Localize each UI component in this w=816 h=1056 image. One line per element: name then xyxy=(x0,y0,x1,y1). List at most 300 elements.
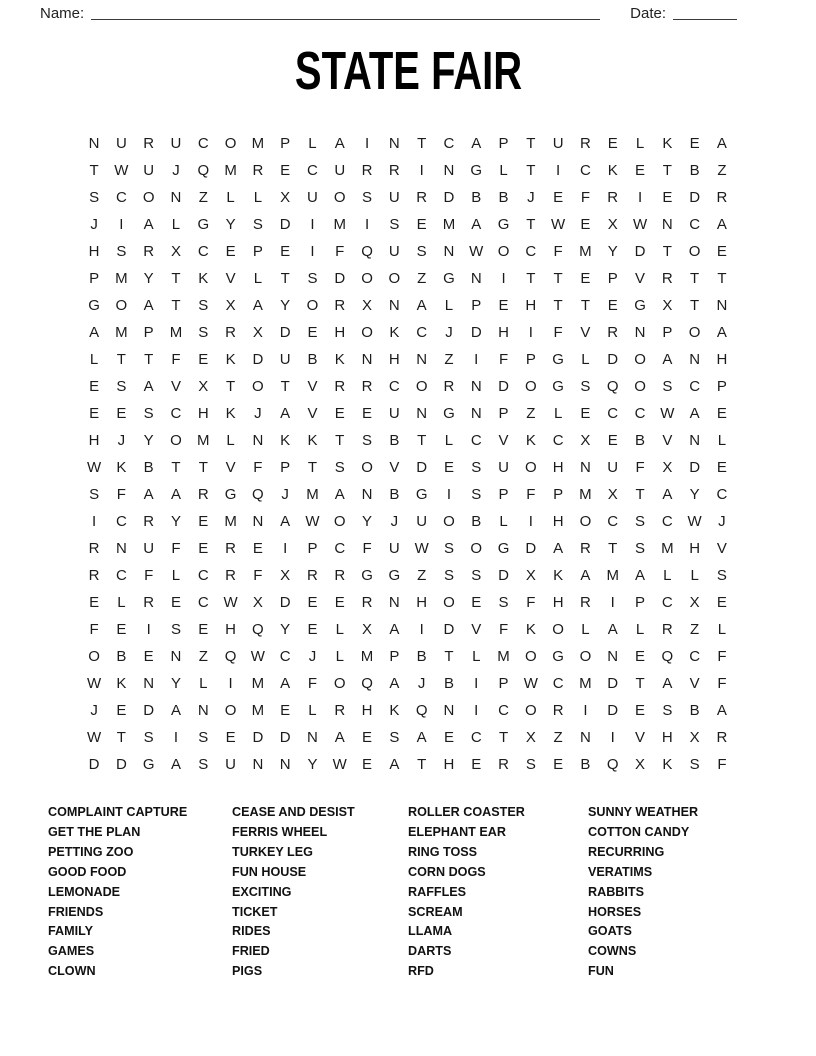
grid-letter: M xyxy=(251,135,265,152)
grid-letter: R xyxy=(88,567,100,584)
grid-letter: P xyxy=(498,135,509,152)
word-list-item: LLAMA xyxy=(408,924,453,939)
grid-letter: V xyxy=(580,324,591,341)
grid-letter: T xyxy=(144,351,154,368)
grid-letter: G xyxy=(634,297,646,314)
grid-letter: Y xyxy=(225,216,236,233)
grid-letter: N xyxy=(416,405,428,422)
grid-letter: S xyxy=(471,567,482,584)
grid-letter: W xyxy=(305,513,320,530)
grid-letter: D xyxy=(607,702,619,719)
grid-letter: Y xyxy=(362,513,373,530)
grid-letter: W xyxy=(523,675,538,692)
grid-letter: S xyxy=(143,729,154,746)
grid-letter: G xyxy=(443,405,455,422)
grid-letter: H xyxy=(552,513,564,530)
grid-letter: P xyxy=(143,324,154,341)
grid-letter: R xyxy=(716,729,728,746)
grid-letter: S xyxy=(198,756,209,773)
grid-letter: F xyxy=(717,648,727,665)
grid-letter: X xyxy=(252,594,263,611)
grid-letter: S xyxy=(198,297,209,314)
grid-letter: A xyxy=(389,621,400,638)
grid-letter: J xyxy=(308,648,317,665)
grid-letter: I xyxy=(583,702,588,719)
page-title: STATE FAIR xyxy=(294,41,522,101)
grid-letter: X xyxy=(280,567,291,584)
grid-letter: J xyxy=(90,702,98,719)
grid-letter: X xyxy=(689,594,700,611)
word-list-column xyxy=(588,803,768,982)
grid-letter: R xyxy=(334,702,346,719)
grid-letter: L xyxy=(444,297,454,314)
grid-letter: Z xyxy=(198,189,208,206)
grid-letter: I xyxy=(364,216,370,233)
grid-letter: N xyxy=(416,351,428,368)
grid-letter: L xyxy=(117,594,126,611)
word-list-item: VERATIMS xyxy=(588,864,653,879)
grid-letter: D xyxy=(334,270,346,287)
grid-letter: D xyxy=(498,378,509,395)
grid-letter: K xyxy=(334,351,345,368)
grid-letter: S xyxy=(362,189,373,206)
grid-letter: Q xyxy=(361,675,373,692)
grid-letter: R xyxy=(143,513,155,530)
grid-letter: U xyxy=(170,135,182,152)
word-list-item: RFD xyxy=(408,964,434,979)
grid-letter: R xyxy=(443,378,455,395)
grid-letter: E xyxy=(198,513,209,530)
grid-letter: S xyxy=(252,216,263,233)
grid-letter: L xyxy=(472,648,481,665)
grid-letter: F xyxy=(253,459,263,476)
grid-letter: Z xyxy=(417,270,427,287)
grid-letter: E xyxy=(89,405,100,422)
grid-letter: H xyxy=(388,351,400,368)
grid-letter: D xyxy=(279,216,291,233)
grid-letter: S xyxy=(170,621,181,638)
grid-letter: G xyxy=(224,486,237,503)
grid-letter: O xyxy=(88,648,100,665)
grid-letter: E xyxy=(362,756,373,773)
word-list-item: ROLLER COASTER xyxy=(408,805,525,819)
grid-letter: O xyxy=(688,243,701,260)
grid-letter: T xyxy=(526,270,536,287)
grid-letter: N xyxy=(443,702,455,719)
grid-letter: V xyxy=(635,729,646,746)
grid-letter: E xyxy=(716,594,727,611)
grid-letter: E xyxy=(198,621,209,638)
grid-letter: E xyxy=(116,621,127,638)
grid-letter: M xyxy=(579,486,592,503)
grid-letter: B xyxy=(471,189,482,206)
grid-letter: P xyxy=(280,459,291,476)
grid-letter: C xyxy=(525,243,537,260)
grid-letter: W xyxy=(414,540,429,557)
grid-letter: S xyxy=(580,378,591,395)
grid-letter: N xyxy=(580,729,591,746)
grid-letter: P xyxy=(498,675,509,692)
grid-letter: O xyxy=(579,648,592,665)
grid-letter: L xyxy=(335,648,344,665)
grid-letter: X xyxy=(689,729,700,746)
word-list-column xyxy=(408,803,588,982)
grid-letter: F xyxy=(553,324,563,341)
grid-letter: O xyxy=(634,351,646,368)
grid-letter: T xyxy=(690,270,700,287)
grid-letter: A xyxy=(143,486,154,503)
grid-letter: J xyxy=(281,486,289,503)
grid-letter: R xyxy=(716,189,728,206)
grid-letter: U xyxy=(607,459,619,476)
grid-letter: O xyxy=(306,297,319,314)
grid-letter: T xyxy=(116,729,126,746)
grid-letter: C xyxy=(279,648,291,665)
grid-letter: V xyxy=(498,432,509,449)
grid-letter: T xyxy=(307,459,318,476)
grid-letter: O xyxy=(415,378,428,395)
grid-letter: C xyxy=(689,378,701,395)
grid-letter: E xyxy=(362,405,373,422)
grid-letter: M xyxy=(606,567,619,584)
grid-letter: M xyxy=(251,702,265,719)
grid-letter: A xyxy=(580,567,591,584)
grid-letter: O xyxy=(552,621,564,638)
grid-letter: N xyxy=(470,378,482,395)
grid-letter: B xyxy=(389,486,400,503)
grid-letter: O xyxy=(361,270,373,287)
grid-letter: O xyxy=(443,513,455,530)
grid-letter: E xyxy=(362,729,373,746)
grid-letter: U xyxy=(498,459,509,476)
grid-letter: T xyxy=(498,729,509,746)
grid-letter: R xyxy=(361,162,373,179)
grid-letter: A xyxy=(334,135,345,152)
grid-letter: O xyxy=(170,432,182,449)
grid-letter: H xyxy=(661,729,673,746)
grid-letter: V xyxy=(225,459,236,476)
grid-letter: C xyxy=(197,243,209,260)
grid-letter: N xyxy=(361,486,373,503)
grid-letter: A xyxy=(607,621,618,638)
grid-letter: S xyxy=(362,432,373,449)
grid-letter: N xyxy=(470,270,482,287)
grid-letter: E xyxy=(580,270,591,287)
grid-letter: R xyxy=(580,540,591,557)
grid-letter: X xyxy=(635,756,646,773)
grid-letter: D xyxy=(252,351,264,368)
grid-letter: N xyxy=(607,648,619,665)
grid-letter: U xyxy=(388,540,400,557)
grid-letter: C xyxy=(689,216,701,233)
grid-letter: O xyxy=(361,324,373,341)
grid-letter: D xyxy=(689,459,701,476)
grid-letter: T xyxy=(280,378,290,395)
grid-letter: D xyxy=(443,189,455,206)
grid-letter: I xyxy=(310,216,315,233)
grid-letter: E xyxy=(471,756,482,773)
grid-letter: A xyxy=(416,729,427,746)
grid-letter: Q xyxy=(661,648,674,665)
grid-letter: U xyxy=(307,189,318,206)
grid-letter: G xyxy=(142,756,155,773)
grid-letter: N xyxy=(388,297,400,314)
grid-letter: T xyxy=(444,648,454,665)
grid-letter: Q xyxy=(252,486,264,503)
grid-letter: M xyxy=(251,675,265,692)
grid-letter: A xyxy=(252,297,263,314)
grid-letter: B xyxy=(116,648,127,665)
grid-letter: I xyxy=(610,729,615,746)
grid-letter: O xyxy=(333,675,346,692)
grid-letter: I xyxy=(364,135,370,152)
grid-letter: E xyxy=(89,594,100,611)
grid-letter: D xyxy=(498,567,509,584)
grid-letter: K xyxy=(307,432,318,449)
grid-letter: A xyxy=(334,486,345,503)
grid-letter: L xyxy=(499,162,508,179)
grid-letter: F xyxy=(553,243,563,260)
word-list-item: EXCITING xyxy=(232,884,292,899)
grid-letter: U xyxy=(388,405,400,422)
grid-letter: W xyxy=(250,648,265,665)
grid-letter: U xyxy=(225,756,236,773)
grid-letter: K xyxy=(662,756,673,773)
grid-letter: P xyxy=(525,351,536,368)
grid-letter: O xyxy=(497,243,510,260)
grid-letter: A xyxy=(280,513,291,530)
word-list-item: TICKET xyxy=(232,904,278,919)
word-list-item: CORN DOGS xyxy=(408,864,486,879)
grid-letter: W xyxy=(660,405,675,422)
grid-letter: J xyxy=(172,162,180,179)
grid-letter: L xyxy=(717,621,727,638)
grid-letter: S xyxy=(307,270,318,287)
grid-letter: H xyxy=(716,351,728,368)
grid-letter: U xyxy=(115,135,127,152)
grid-letter: F xyxy=(526,594,536,611)
grid-letter: M xyxy=(579,243,592,260)
grid-letter: T xyxy=(635,486,645,503)
grid-letter: H xyxy=(361,702,373,719)
name-label: Name: xyxy=(40,5,85,22)
word-list-item: RIDES xyxy=(232,924,271,939)
grid-letter: J xyxy=(390,513,399,530)
grid-letter: O xyxy=(224,702,237,719)
grid-letter: S xyxy=(198,324,209,341)
grid-letter: E xyxy=(198,351,209,368)
word-list-item: LEMONADE xyxy=(48,884,121,899)
grid-letter: H xyxy=(689,540,701,557)
grid-letter: R xyxy=(361,378,373,395)
grid-letter: P xyxy=(553,486,564,503)
grid-letter: Q xyxy=(224,648,237,665)
grid-letter: G xyxy=(197,216,210,233)
grid-letter: T xyxy=(417,135,427,152)
grid-letter: L xyxy=(226,432,235,449)
grid-letter: H xyxy=(498,324,509,341)
header xyxy=(0,0,816,24)
grid-letter: P xyxy=(307,540,318,557)
grid-letter: E xyxy=(607,432,618,449)
grid-letter: R xyxy=(143,243,155,260)
grid-letter: B xyxy=(471,513,482,530)
grid-letter: K xyxy=(553,567,564,584)
grid-letter: K xyxy=(116,459,127,476)
grid-letter: D xyxy=(279,324,291,341)
grid-letter: G xyxy=(552,351,564,368)
grid-letter: L xyxy=(444,432,454,449)
grid-letter: D xyxy=(470,324,482,341)
grid-letter: V xyxy=(635,270,646,287)
grid-letter: A xyxy=(389,756,400,773)
grid-letter: O xyxy=(333,189,346,206)
grid-letter: Y xyxy=(143,270,154,287)
grid-letter: T xyxy=(662,243,672,260)
grid-letter: M xyxy=(333,216,346,233)
grid-letter: E xyxy=(280,162,291,179)
grid-letter: A xyxy=(471,135,482,152)
grid-letter: E xyxy=(225,243,236,260)
grid-letter: N xyxy=(252,432,264,449)
grid-letter: N xyxy=(252,513,264,530)
grid-letter: T xyxy=(662,162,672,179)
grid-letter: A xyxy=(143,378,154,395)
grid-letter: W xyxy=(687,513,702,530)
grid-letter: A xyxy=(689,405,700,422)
grid-letter: S xyxy=(143,405,154,422)
grid-letter: U xyxy=(388,243,400,260)
grid-letter: C xyxy=(580,162,591,179)
grid-letter: W xyxy=(87,459,102,476)
grid-letter: Z xyxy=(444,351,454,368)
grid-letter: A xyxy=(416,297,427,314)
grid-letter: L xyxy=(89,351,99,368)
grid-letter: O xyxy=(361,459,373,476)
grid-letter: A xyxy=(716,702,727,719)
grid-letter: K xyxy=(525,432,536,449)
grid-letter: E xyxy=(252,540,263,557)
grid-letter: T xyxy=(717,270,727,287)
grid-letter: X xyxy=(198,378,209,395)
grid-letter: N xyxy=(716,297,728,314)
grid-letter: D xyxy=(525,540,537,557)
grid-letter: L xyxy=(663,567,672,584)
grid-letter: S xyxy=(662,378,673,395)
grid-letter: I xyxy=(419,621,424,638)
grid-letter: B xyxy=(635,432,646,449)
grid-letter: F xyxy=(362,540,372,557)
grid-letter: X xyxy=(580,432,591,449)
grid-letter: R xyxy=(580,135,591,152)
grid-letter: P xyxy=(471,297,482,314)
grid-letter: C xyxy=(197,567,209,584)
grid-letter: C xyxy=(689,648,701,665)
word-list-item: FUN xyxy=(588,964,614,979)
grid-letter: C xyxy=(170,405,182,422)
grid-letter: A xyxy=(280,675,291,692)
grid-letter: A xyxy=(635,567,646,584)
grid-letter: C xyxy=(716,486,728,503)
grid-letter: U xyxy=(552,135,564,152)
grid-letter: Y xyxy=(689,486,700,503)
grid-letter: F xyxy=(171,540,181,557)
grid-letter: D xyxy=(115,756,127,773)
grid-letter: J xyxy=(417,675,426,692)
grid-letter: N xyxy=(361,351,373,368)
grid-letter: S xyxy=(416,243,427,260)
grid-letter: H xyxy=(88,243,100,260)
grid-letter: E xyxy=(689,135,700,152)
grid-letter: I xyxy=(501,270,506,287)
grid-letter: K xyxy=(389,324,400,341)
grid-letter: E xyxy=(662,189,673,206)
grid-letter: N xyxy=(443,162,455,179)
grid-letter: R xyxy=(416,189,428,206)
grid-letter: C xyxy=(552,432,564,449)
grid-letter: C xyxy=(661,513,673,530)
grid-letter: W xyxy=(632,216,648,233)
grid-letter: K xyxy=(225,405,236,422)
grid-letter: K xyxy=(198,270,209,287)
grid-letter: U xyxy=(416,513,428,530)
grid-letter: L xyxy=(581,351,590,368)
grid-letter: X xyxy=(607,486,618,503)
grid-letter: E xyxy=(443,459,454,476)
grid-letter: D xyxy=(252,729,264,746)
grid-letter: M xyxy=(360,648,374,665)
grid-letter: M xyxy=(661,540,674,557)
grid-letter: N xyxy=(388,135,400,152)
grid-letter: R xyxy=(552,702,564,719)
word-list-item: SUNNY WEATHER xyxy=(588,805,699,819)
grid-letter: E xyxy=(635,648,646,665)
grid-letter: H xyxy=(552,459,564,476)
grid-letter: Z xyxy=(526,405,536,422)
grid-letter: T xyxy=(89,162,99,179)
grid-letter: X xyxy=(280,189,291,206)
grid-letter: M xyxy=(115,324,128,341)
grid-letter: L xyxy=(499,513,508,530)
grid-letter: W xyxy=(87,675,102,692)
grid-letter: L xyxy=(171,216,181,233)
grid-letter: D xyxy=(607,675,619,692)
grid-letter: X xyxy=(662,459,673,476)
grid-letter: O xyxy=(525,378,537,395)
grid-letter: N xyxy=(307,729,318,746)
word-list-item: RABBITS xyxy=(588,884,644,899)
grid-letter: P xyxy=(389,648,400,665)
grid-letter: R xyxy=(307,567,318,584)
grid-letter: W xyxy=(551,216,566,233)
grid-letter: C xyxy=(388,378,400,395)
grid-letter: E xyxy=(307,324,318,341)
grid-letter: S xyxy=(525,756,536,773)
grid-letter: E xyxy=(716,459,727,476)
grid-letter: Y xyxy=(307,756,318,773)
word-list-item: RAFFLES xyxy=(408,884,467,899)
grid-letter: T xyxy=(608,540,618,557)
grid-letter: W xyxy=(114,162,129,179)
grid-letter: X xyxy=(252,324,263,341)
word-list-item: HORSES xyxy=(588,904,642,919)
grid-letter: Q xyxy=(361,243,373,260)
grid-letter: J xyxy=(117,432,126,449)
grid-letter: E xyxy=(280,702,291,719)
grid-letter: R xyxy=(252,162,264,179)
grid-letter: D xyxy=(279,594,291,611)
grid-letter: T xyxy=(171,459,181,476)
